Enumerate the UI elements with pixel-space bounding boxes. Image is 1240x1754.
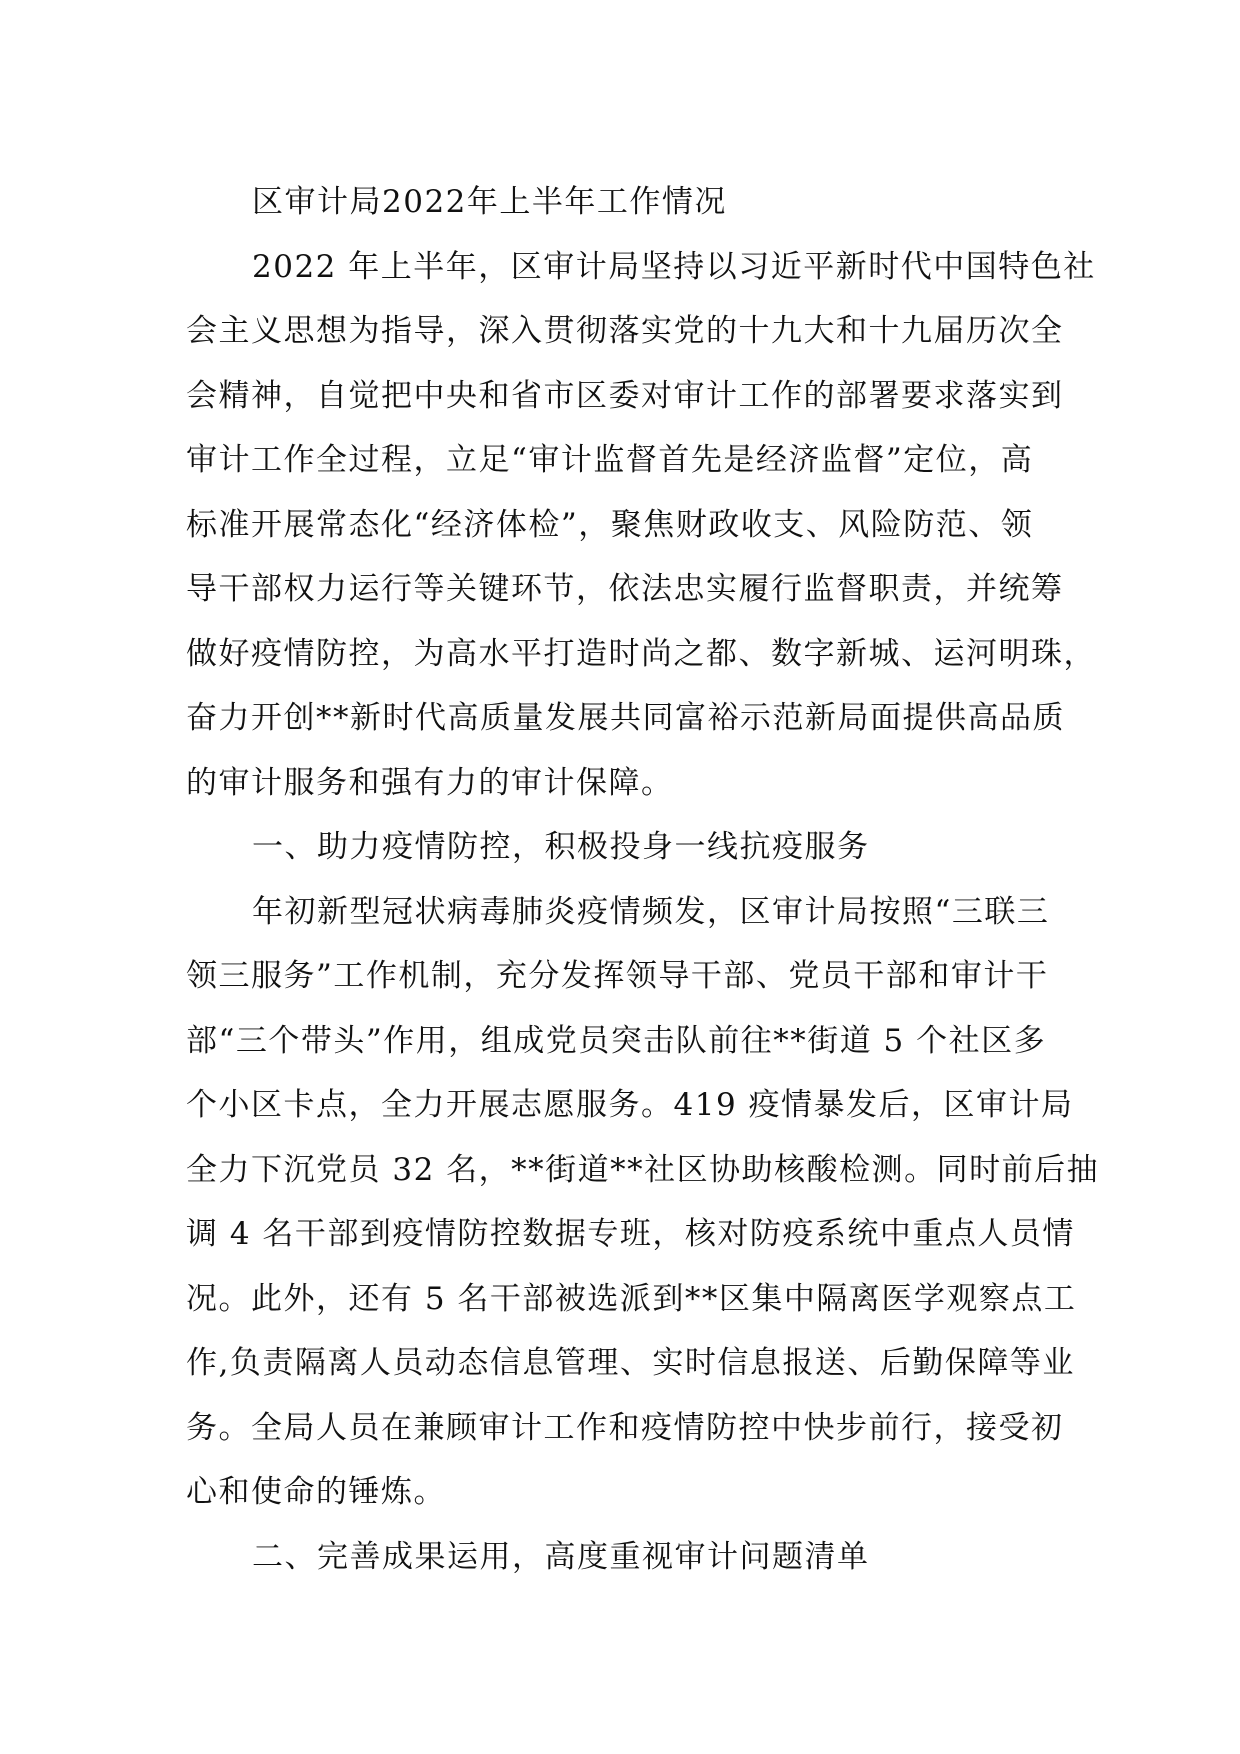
paragraph-line: 奋力开创**新时代高质量发展共同富裕示范新局面提供高品质: [186, 700, 1065, 736]
paragraph-line: 标准开展常态化“经济体检”，聚焦财政收支、风险防范、领: [186, 506, 1034, 543]
document-title: 区审计局2022年上半年工作情况: [252, 184, 727, 220]
paragraph-line: 调 4 名干部到疫情防控数据专班，核对防疫系统中重点人员情: [186, 1216, 1075, 1252]
section-heading-2: 二、完善成果运用，高度重视审计问题清单: [252, 1538, 870, 1575]
section-heading-1: 一、助力疫情防控，积极投身一线抗疫服务: [252, 829, 870, 865]
paragraph-line: 的审计服务和强有力的审计保障。: [186, 764, 674, 801]
paragraph-line: 全力下沉党员 32 名，**街道**社区协助核酸检测。同时前后抽: [186, 1151, 1100, 1188]
paragraph-line: 年初新型冠状病毒肺炎疫情频发，区审计局按照“三联三: [252, 893, 1050, 930]
paragraph-line: 部“三个带头”作用，组成党员突击队前往**街道 5 个社区多: [186, 1022, 1047, 1059]
paragraph-line: 会精神，自觉把中央和省市区委对审计工作的部署要求落实到: [186, 377, 1064, 414]
document-body: [186, 170, 1100, 1589]
paragraph-line: 个小区卡点，全力开展志愿服务。419 疫情暴发后，区审计局: [186, 1087, 1074, 1123]
paragraph-line: 2022 年上半年，区审计局坚持以习近平新时代中国特色社: [252, 248, 1096, 285]
paragraph-line: 导干部权力运行等关键环节，依法忠实履行监督职责，并统筹: [186, 571, 1064, 607]
paragraph-line: 领三服务”工作机制，充分发挥领导干部、党员干部和审计干: [186, 958, 1049, 994]
paragraph-line: 作,负责隔离人员动态信息管理、实时信息报送、后勤保障等业: [186, 1345, 1075, 1381]
paragraph-line: 务。全局人员在兼顾审计工作和疫情防控中快步前行，接受初: [186, 1409, 1064, 1446]
paragraph-line: 心和使命的锤炼。: [186, 1474, 446, 1510]
paragraph-line: 做好疫情防控，为高水平打造时尚之都、数字新城、运河明珠，: [186, 635, 1096, 672]
paragraph-line: 审计工作全过程，立足“审计监督首先是经济监督”定位，高: [186, 442, 1034, 478]
paragraph-intro: [186, 235, 1096, 816]
paragraph-line: 会主义思想为指导，深入贯彻落实党的十九大和十九届历次全: [186, 313, 1064, 349]
paragraph-line: 况。此外，还有 5 名干部被选派到**区集中隔离医学观察点工: [186, 1280, 1077, 1317]
paragraph-section-1: [186, 880, 1100, 1525]
